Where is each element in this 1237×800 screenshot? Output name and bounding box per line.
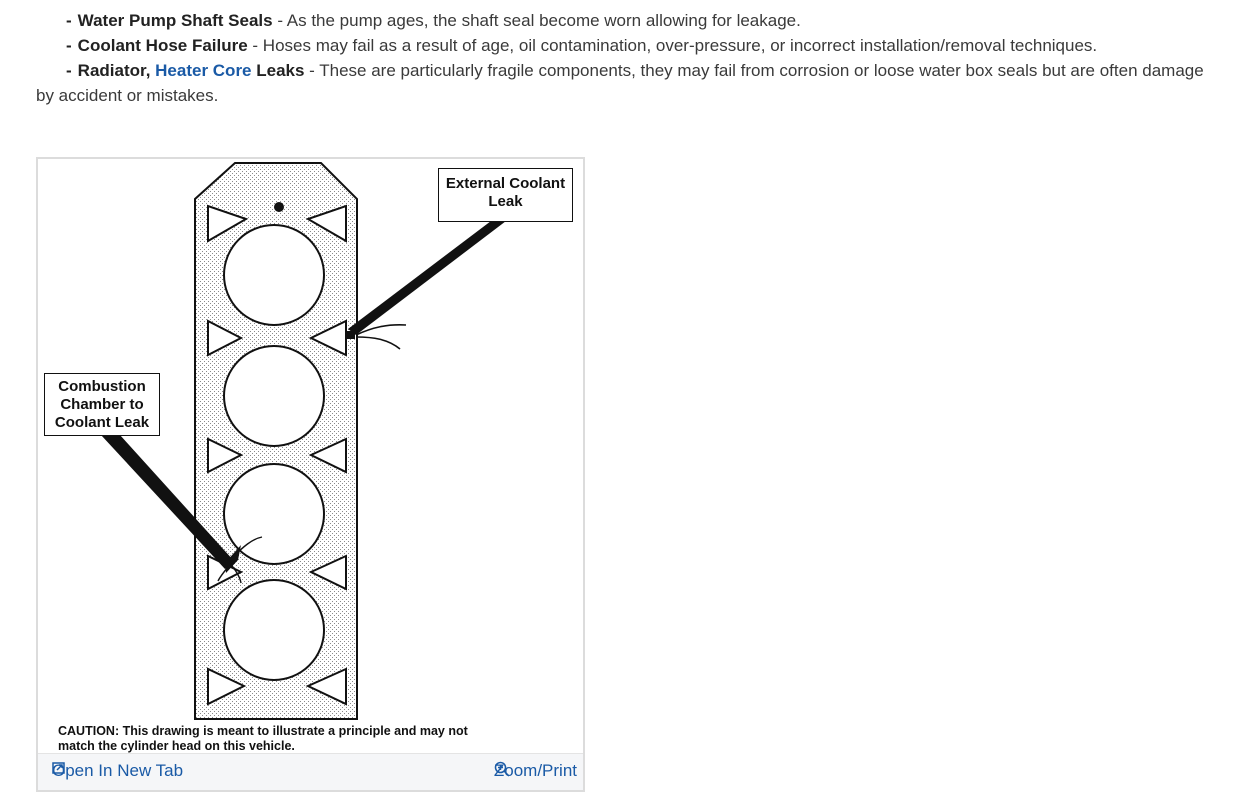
head-gasket-diagram [38, 159, 583, 759]
zoom-print-button[interactable]: Zoom/Print [493, 761, 577, 780]
item-description: - Hoses may fail as a result of age, oil contamination, over-pressure, or incorrect installation/removal techniques. [247, 36, 1098, 55]
item-term: Radiator, [77, 61, 156, 80]
item-term: Water Pump Shaft Seals [77, 11, 273, 30]
cylinder-bore-1 [224, 225, 324, 325]
figure-toolbar [38, 753, 583, 790]
item-term: Coolant Hose Failure [77, 36, 248, 55]
cylinder-bore-4 [224, 580, 324, 680]
heater-core-link[interactable]: Heater Core [155, 61, 252, 80]
item-description-continuation: by accident or mistakes. [36, 86, 219, 105]
cylinder-bore-2 [224, 346, 324, 446]
external-leak-mark [345, 331, 355, 339]
item-description: - These are particularly fragile components, they may fail from corrosion or loose water box seals but are often damage [304, 61, 1204, 80]
list-item: - Water Pump Shaft Seals - As the pump ages, the shaft seal become worn allowing for leakage. [66, 11, 801, 30]
item-term-suffix: Leaks [251, 61, 305, 80]
item-description: - As the pump ages, the shaft seal become worn allowing for leakage. [272, 11, 801, 30]
bolt-hole [274, 202, 284, 212]
open-in-new-tab-button[interactable]: Open In New Tab [52, 761, 184, 780]
leak-spray-lines [356, 311, 406, 349]
list-item: - Coolant Hose Failure - Hoses may fail as a result of age, oil contamination, over-pressure, or incorrect installation/removal techniques. [66, 36, 1098, 55]
callout-external-coolant-leak: External Coolant Leak [438, 168, 573, 222]
cause-list [36, 8, 1236, 108]
callout-combustion-leak: Combustion Chamber to Coolant Leak [44, 373, 160, 436]
external-link-icon [52, 761, 66, 775]
caution-note: CAUTION: This drawing is meant to illustrate a principle and may not match the cylinder head on this vehicle. [58, 724, 468, 753]
zoom-in-icon [494, 761, 510, 777]
head-gasket-figure [36, 157, 585, 792]
list-item: - Radiator, Heater Core Leaks - These are particularly fragile components, they may fail from corrosion or loose water box seals but are often damage [66, 61, 1204, 80]
